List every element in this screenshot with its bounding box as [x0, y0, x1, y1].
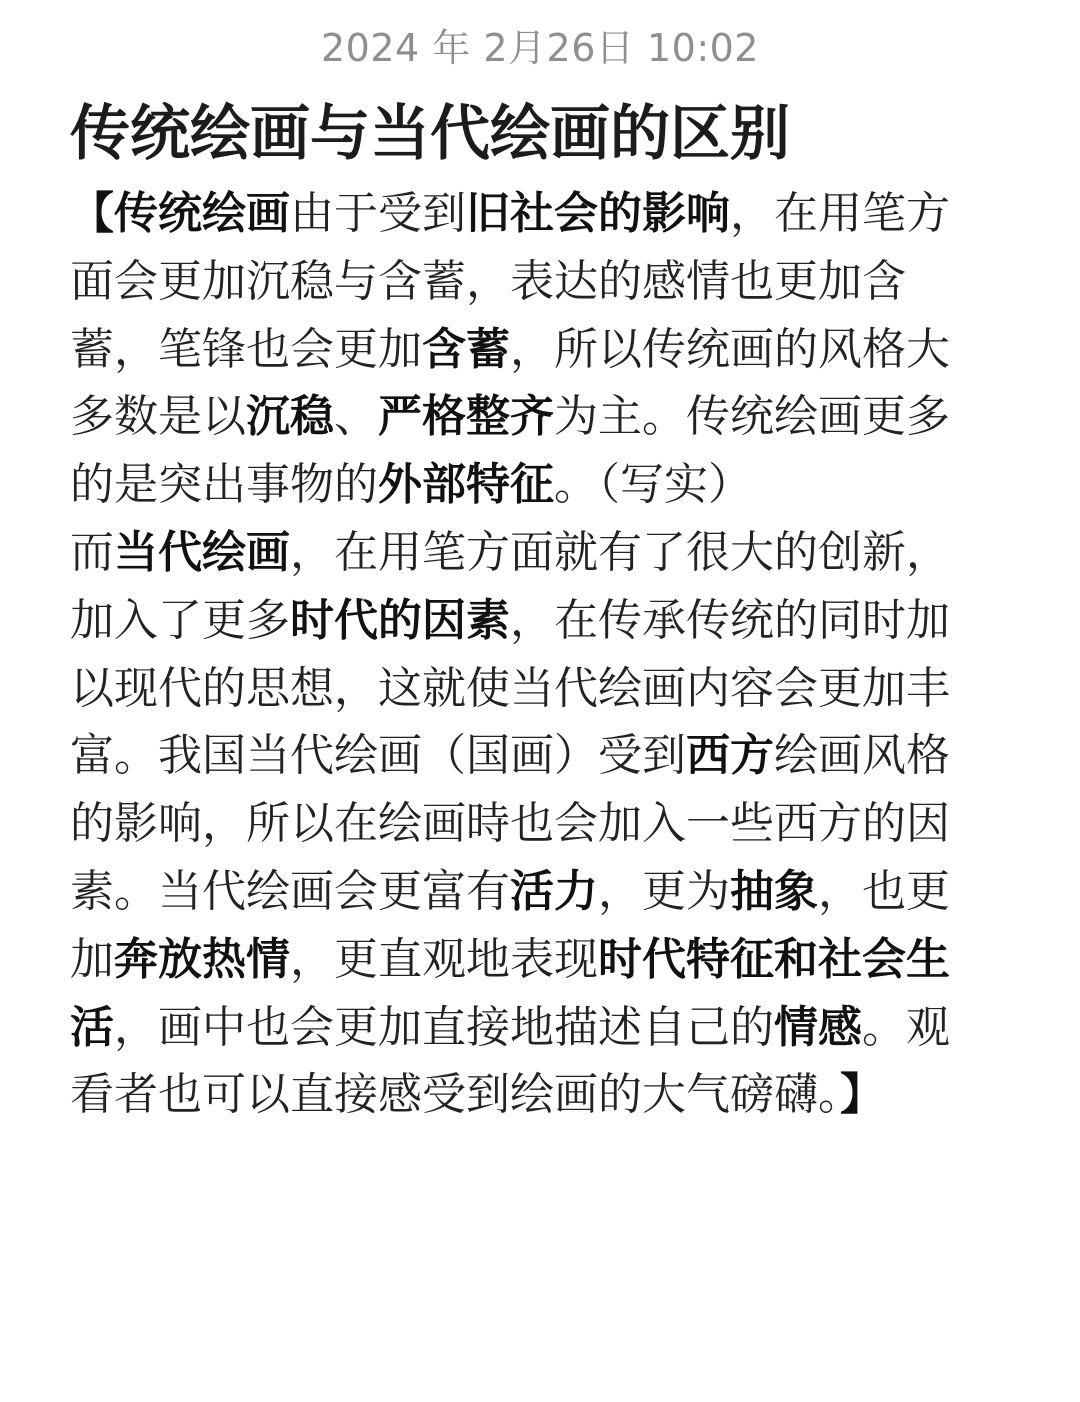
text-segment: 、: [334, 391, 378, 443]
text-segment: 。观看者也可以直接感受到绘画的大气磅礴。: [70, 1001, 950, 1121]
text-segment: ，更直观地表现: [290, 933, 598, 985]
text-segment: ，也更加: [70, 865, 950, 985]
bold-text-segment: 抽象: [730, 865, 818, 917]
text-segment: 为主。传统绘画更多的是突出事物的: [70, 391, 950, 511]
bold-text-segment: 时代的因素: [290, 594, 510, 646]
text-segment: ，所以传统画的风格大多数是以: [70, 323, 950, 443]
text-segment: 绘画风格的影响，所以在绘画時也会加入一些西方的因素。当代绘画会更富有: [70, 730, 950, 917]
text-segment: ，在用笔方面会更加沉稳与含蓄，表达的感情也更加含蓄，笔锋也会更加: [70, 188, 950, 375]
bold-text-segment: 传统绘画: [114, 188, 290, 239]
body-paragraph: [70, 180, 990, 519]
text-segment: ，在传承传统的同时加以现代的思想，这就使当代绘画内容会更加丰富。我国当代绘画（国画）受到: [70, 594, 950, 782]
bold-text-segment: 当代绘画: [114, 526, 290, 578]
bold-text-segment: 【: [70, 188, 114, 239]
text-segment: 由于受到: [290, 188, 466, 239]
bold-text-segment: 旧社会的影响: [466, 188, 730, 239]
body-paragraph: [70, 519, 990, 1129]
text-segment: ，在用笔方面就有了很大的创新，加入了更多: [70, 526, 950, 646]
bold-text-segment: 沉稳: [246, 391, 334, 443]
bold-text-segment: 含蓄: [422, 323, 510, 375]
text-segment: ，更为: [598, 865, 730, 917]
note-body: [70, 180, 990, 1129]
note-title: 传统绘画与当代绘画的区别: [70, 99, 790, 169]
bold-text-segment: 西方: [686, 730, 774, 782]
bold-text-segment: 】: [840, 1069, 884, 1121]
bold-text-segment: 时代特征和社会生活: [70, 933, 950, 1053]
text-segment: ，画中也会更加直接地描述自己的: [114, 1001, 774, 1053]
bold-text-segment: 严格整齐: [378, 391, 554, 443]
bold-text-segment: 情感: [774, 1001, 862, 1053]
note-timestamp: 2024 年 2月26日 10:02: [321, 26, 759, 70]
bold-text-segment: 活力: [510, 865, 598, 917]
text-segment: 而: [70, 526, 114, 578]
bold-text-segment: 外部特征: [378, 459, 554, 511]
text-segment: 。（写实）: [554, 459, 752, 511]
bold-text-segment: 奔放热情: [114, 933, 290, 985]
